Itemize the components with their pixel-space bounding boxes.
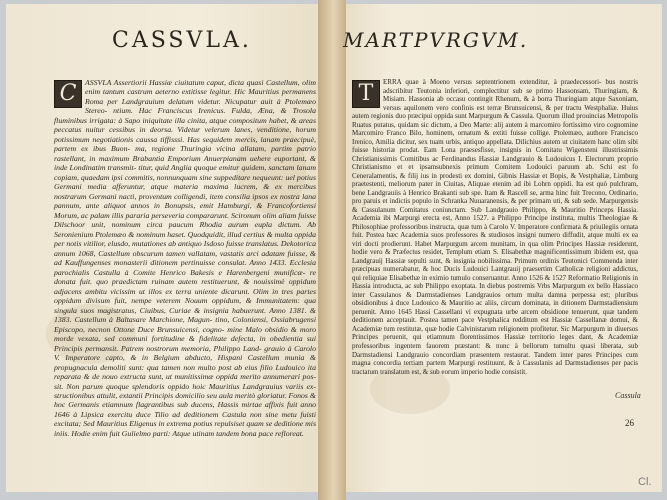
right-paragraph: ERRA quae à Moeno versus septentrionem extenditur, à praedecessori- bus nostris adscribitur Teutonia inferiori, complectitur sub se primo Hassonsam, Thuringiam, & Misiam. Hassonia ab occasu contingit Rhenum, & à borra Thuringiam atque Saxoniam, versus aquilonem vero confinis est terræ Brunsuicensi, & per tractu Westphaliæ. Huius autem regionis duo præcipui oppida sunt Marpurgum & Cassula. Quorum illud prouincias Metropolis Ruatus putatus, quidam sic dictum, a Deo Marte: alij autem à marcomiro fortissimo viro cognomine Marcomiro Franco Bilo, hominem, ornatum & extiti fuisse collige. Ptolemæo, authore Francisco Irenico, Amilia dicitur, sex tuam urbis, antiquo appellata. Dilichius autem ut ciuitatem hanc olim sibi fuisse historiæ prodat. Eam Lona praesesfisse, insignis in Comitatu Wigensteni illustrissimis Christianissimis Comitibus ac Ferdinandus Hassiæ Landgrauio & Ludouicus I. Electorum proprio Christianismo et et ipsamsubnexis primum Comitem Lodouici paruum ab. Schi est fo Ceneralamentis, & filij ius in prodesti ex domini, Gibnis Hassiæ et Bopis, & Vestphaliæ, Limburg praetestenti, meliorum pater in Ciuitas, Aliquae etenim ad ibi Lohrn oppidi. Ita est quò pulchram, bene Landgrauiis à Henrico Brakanti sub spe. Itam & Rascell se, arma hinc fuit Trecono, Ordinario, pro paruis et indictis populo in Schranka Nuuaranensis, & per primam uti, & sub sede. Marpurgensis & Cassulanum Comitatus coniunctam. Sub Landgrauio Philippo, & Mauritio Princeps Hassia. Academia ibi Marpurgi erecta est, Anno 1527. a Philippo Principe instituta, multis Theologiae & Philosophiae professoribus instructa, quæ tum à Carolo V. Imperatore confirmata & priuilegiis ornata fuit. Postea hæc Academia suos professores & studiosos insigni numero diffudit, atque multi ex ea viri docti prodierunt. Habet Marpurgum arcem munitam, in qua olim Principes Hassiæ residerunt, hodie vero & Præfectus residet, Templum etiam S. Elisabethæ magnificentissimum ibidem est, qua Landgrauij Hassiæ sepulti sunt, & insignia nobilissima. Primum ordinis Teutonici Commenda inter præcipuas numerabatur, & hoc Ducis Ludouici Lantgrauij praesertim Catholicæ religioni addictus, qui reliquiae Elisabethæ in eximio tumulo conseruantur. Anno 1526 & 1527 Reformatio Religionis in Hassia introducta, ac sub Philippo exoptata. In diebus postremis Vrbs Marpurgum ex bello Hassiaco inter Cassulanos & Darmstadienses Landgrauios ortum multa damna perpessa est; pluribus obsidionibus à duce Ludouico & Mauritio ac aliis, circum dominata, in ditionem Darmstadiensium peruenit. Anno 1645 Hassi Cassellani vi expugnata urbe arcem obsidione tenuerunt, quæ tandem deditionem acceptauit. Postea tamen pace Vestphalica redditum est Hassiæ Cassellanæ domui, & Academiæ tum restitutæ, quæ hodie Calvinistarum religionem profitetur. Sic Marpurgum in diuersos Principes peruenit, qui etiamnum florentissimos Hassiæ territorio leges dant, & Academiæ professoribus ingentem fauorem præstant: & nunc à bellorum tumultu quasi liberata, sub Darmstadiensi Landgrauio concordiam præsentem restaurat. Tandem inter pares Principes cum magna concordia tertiam partem Marpurgi restituunt, & à Cassulanis ad Darmstadienses per pacis tractatum translatum est, & sub eorum imperio hodie consistit. <box>352 78 638 376</box>
right-page-heading: MARTPVRGVM. <box>343 28 529 52</box>
left-page-heading: CASSVLA. <box>112 28 252 53</box>
page-number: 26 <box>625 418 634 428</box>
gutter-fold <box>318 0 346 500</box>
right-page-body <box>352 78 638 376</box>
right-dropcap: T <box>352 80 380 108</box>
left-dropcap: C <box>54 80 82 108</box>
left-paragraph: ASSVLA Assertiorii Hassiæ ciuitatum caput, dicta quasi Castellum, olim enim tantum castrum aeterno extitisse legitur. Hic Mauritius permanens Roma per Landgrauium delatum videtur. Nicupatur auit à Ptolemæo Stereo- ntium. Hac Franciscus Irenicus. Fulda, Æna, & Trosola fluminibus irrigata: à Sapo iniquitate illa cinita, atque compositum habet, & areas peccatus nuitur cessibus in deorsa. Videtur velerum lanes, venditione, horum potissimum negotiationis caussa tiffisssi. Has sequidem mercis, lanam praecipuè, partem ex ibus Buon- ma, regione Thuringia vicina allatam, partim patrio rastellant, in maximum Brabantia Emporium Anuerpianam uehere euportant, & inde Londinatim transmit- titur, quid Anglia quoque emitur quidem, sanctam lanam copiam, quaedam ipsi commitis, nonnunquam sine suppeditare nequeunt: uel potius Germani media afferuntur, atque materia maxima lucrem, & ex mercibus nostrarum Germani nacti, proventum colligendi, item consilia ipsos ex nostra lana pannum, ante aliquot annos in Bonupsis, emit Hamburgi, & Francofortiensi Morum, ac palam illis pararia perseveria compararunt. Scironum olim aliam fuisse Dilschoor unit, nominum circa paucum Rhodia aurum eupla dictum. Ab Seronienium Ptolemæo & nominum haset. Quodquidit, illud certius & multa oppida per notis vitilior, elusdo, mutationes ab antiquo Isdoso fuisse translatus. Dekotorica annum 1068, Castellum obscurum tamen vallatam, vastatis arci adatam fuisse, & ad Kauffungenses monasterii ditionem pertinuisse consulat. Anno 1433. Ecclesia parochialis Castulla à Comite Henrico Bakesis e Harenbergeni munificæ- re donata fuit. quo praedictam ruinam autem restituerunt, & nouissimè oppidum adjacens ambitu vicissim ut illos ex terra uniente dicarunt. Olim in tres partes oppidum divisum fuit, nempe veterem Nouum oppidum, & Immunitatem: qua singula suos magistratus, Ciuibus, Curiae & insignia habuerunt. Anno 1381. & 1383. Castellum à Baltasare Marchione, Magun- tino, Coloniensi, Ossiabrugensi Episcopo, necnon Ottone Duce Brunsuicensi, cogno- mine Malo obsidio & moro morde vexata, sed communi fortitudine & fidelitate defecta, in obedientia sui Principis permansit. Patrem nostrorum memoria, Philippo Land- grauio à Carolo V. Imperatore capto, & in Belgium abducto, Hispani Castellum munia & propugnacula demoliti sunt: qua tamen non multo post ab eius filio Ludouico ita reparata & de nouo extructa sunt, ut munitissimæ oppida merito annumerari pos- sit. Non parum quoque splendoris oppido hoic Mauritius Landgrauius variis ex- structionibus attulit, extantii Principis domicilio seu aula meritò gloriatur. Fonos & hoc Germanis etiamnum flagrantibus sub ducens, Hassis mirtae affixis fuit anno 1646 à Lipsica exercitu duce Tilio ad deditionem Castula non sine metu fuisti excitata; Sed Mauritius Eligenus in extrema potius repulsiset quam se deditione mis iniis. Hodie enim fuit Gulielmo parti: Atque utinam tandem bona pace refloreat. <box>54 78 316 438</box>
left-page-body <box>54 78 316 438</box>
pencil-annotation: Cl. <box>638 476 652 488</box>
catchword: Cassula <box>615 391 641 400</box>
